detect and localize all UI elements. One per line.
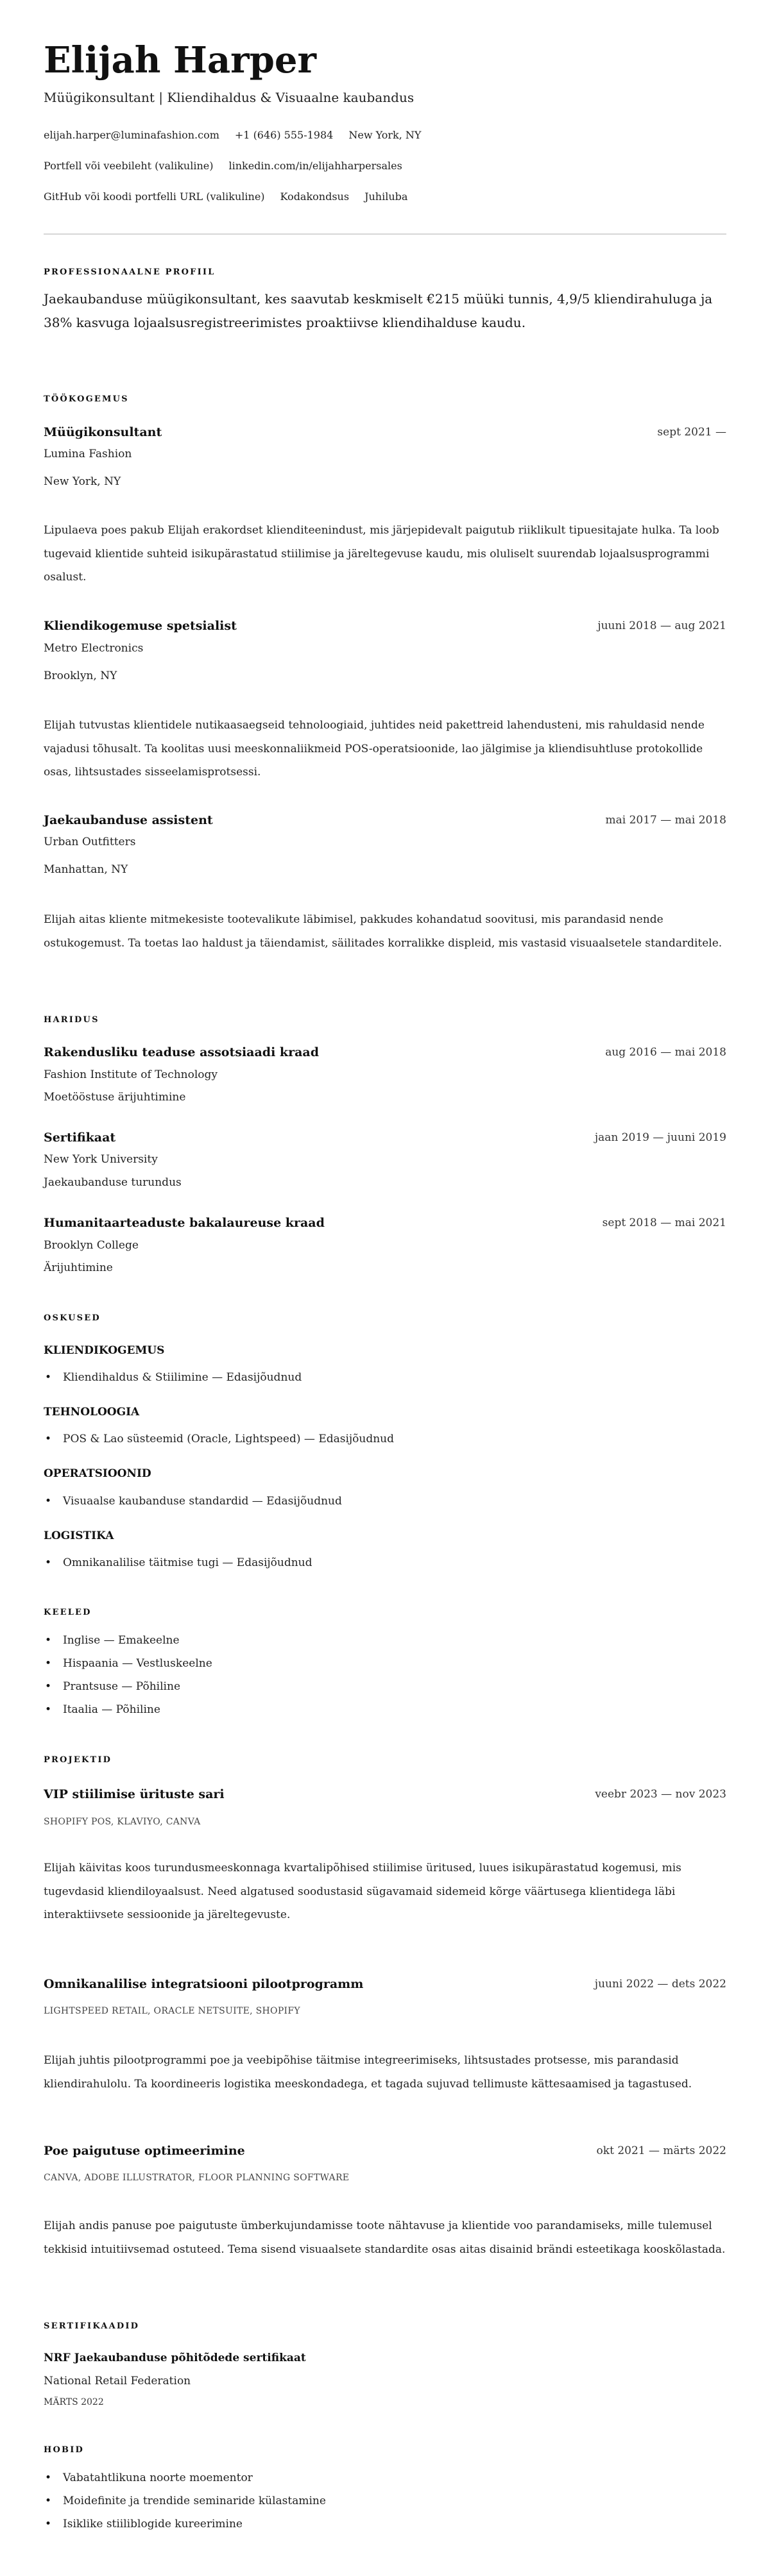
project-date: juuni 2022 — dets 2022 [594,1978,726,1991]
field-of-study: Ärijuhtimine [44,1261,113,1274]
section-title-projects: PROJEKTID [44,1755,112,1765]
job-description: Elijah aitas kliente mitmekesiste tootevalikute läbimisel, pakkudes kohandatud soovitusi, mis parandasid nende ostukogemust. Ta toetas lao haldust ja täiendamist, säilitades korralikke displeid, mis vastasid visuaalsetele standarditele. [44,913,723,950]
institution-name: Brooklyn College [44,1239,139,1252]
skill-item: • Omnikanalilise täitmise tugi — Edasijõudnud [44,1556,312,1569]
institution-name: New York University [44,1153,158,1166]
education-date: jaan 2019 — juuni 2019 [594,1131,726,1144]
language-item: • Inglise — Emakeelne [44,1634,180,1647]
company-name: Metro Electronics [44,642,144,655]
skill-category: LOGISTIKA [44,1529,114,1542]
project-date: okt 2021 — märts 2022 [596,2144,726,2157]
hobby-item: • Vabatahtlikuna noorte moementor [44,2471,253,2484]
section-title-skills: OSKUSED [44,1313,101,1323]
project-tech-stack: CANVA, ADOBE ILLUSTRATOR, FLOOR PLANNING SOFTWARE [44,2173,350,2183]
project-description: Elijah käivitas koos turundusmeeskonnaga kvartalipõhised stiilimise üritused, luues isikupärastatud kogemusi, mis tugevdasid kliendiloyaalsust. Need algatused soodustasid sügavamaid sidemeid kõrge väärtusega klientidega läbi interaktiivsete sessioonide ja järeltegevuste. [44,1862,681,1922]
hobby-item: • Moidefinite ja trendide seminaride külastamine [44,2495,326,2507]
section-title-languages: KEELED [44,1608,92,1617]
certification-issuer: National Retail Federation [44,2375,191,2387]
institution-name: Fashion Institute of Technology [44,1068,218,1081]
job-location: Brooklyn, NY [44,669,117,682]
contact-row-3 [44,190,407,203]
github-link[interactable]: GitHub või koodi portfelli URL (valikuline) [44,190,265,203]
project-tech-stack: LIGHTSPEED RETAIL, ORACLE NETSUITE, SHOPIFY [44,2006,300,2016]
linkedin-link[interactable]: linkedin.com/in/elijahharpersales [228,160,402,172]
job-location: Manhattan, NY [44,863,128,876]
header-divider [44,233,726,235]
skill-item: • Visuaalse kaubanduse standardid — Edasijõudnud [44,1495,342,1508]
section-title-hobbies: HOBID [44,2445,84,2455]
location-text: New York, NY [348,129,422,141]
email-link[interactable]: elijah.harper@luminafashion.com [44,129,219,141]
company-name: Urban Outfitters [44,836,136,848]
project-tech-stack: SHOPIFY POS, KLAVIYO, CANVA [44,1817,201,1827]
drivers-license-text: Juhiluba [364,190,408,203]
contact-row-2 [44,160,402,172]
job-title: Müügikonsultant [44,425,162,439]
candidate-name: Elijah Harper [44,39,316,81]
skill-item: • POS & Lao süsteemid (Oracle, Lightspeed) — Edasijõudnud [44,1433,394,1445]
headline: Müügikonsultant | Kliendihaldus & Visuaalne kaubandus [44,90,415,105]
language-item: • Hispaania — Vestluskeelne [44,1657,212,1670]
project-title: VIP stiilimise ürituste sari [44,1787,225,1801]
hobby-item: • Isiklike stiiliblogide kureerimine [44,2518,243,2530]
project-description: Elijah andis panuse poe paigutuste ümberkujundamisse toote nähtavuse ja klientide voo parandamiseks, mille tulemusel tekkisid intuitiivsemad ostuteed. Tema sisend visuaalsete standardite osas aitas disainid brändi esteetikaga kooskõlastada. [44,2219,726,2256]
certification-date: MÄRTS 2022 [44,2397,104,2407]
section-title-experience: TÖÖKOGEMUS [44,394,129,404]
job-description: Elijah tutvustas klientidele nutikaasaegseid tehnoloogiaid, juhtides neid pakettreid lahendusteni, mis rahuldasid nende vajadusi tõhusalt. Ta koolitas uusi meeskonnaliikmeid POS-operatsioonide, lao jälgimise ja kliendisuhtluse protokollide osas, lihtsustades sisseelamisprotsessi. [44,719,705,779]
degree-title: Sertifikaat [44,1131,116,1145]
job-title: Kliendikogemuse spetsialist [44,619,237,633]
skill-category: KLIENDIKOGEMUS [44,1344,165,1357]
project-date: veebr 2023 — nov 2023 [595,1788,726,1801]
field-of-study: Jaekaubanduse turundus [44,1176,182,1189]
education-date: aug 2016 — mai 2018 [605,1046,726,1059]
contact-row-1 [44,129,421,141]
job-date: sept 2021 — [657,426,726,439]
section-title-profile: PROFESSIONAALNE PROFIIL [44,267,216,277]
section-title-certifications: SERTIFIKAADID [44,2321,140,2331]
profile-text: Jaekaubanduse müügikonsultant, kes saavutab keskmiselt €215 müüki tunnis, 4,9/5 kliendirahuluga ja 38% kasvuga lojaalsusregistreerimistes proaktiivse kliendihalduse kaudu. [44,291,713,330]
job-location: New York, NY [44,475,121,488]
skill-category: TEHNOLOOGIA [44,1406,140,1418]
job-title: Jaekaubanduse assistent [44,813,213,827]
field-of-study: Moetööstuse ärijuhtimine [44,1091,186,1104]
portfolio-link[interactable]: Portfell või veebileht (valikuline) [44,160,214,172]
degree-title: Rakendusliku teaduse assotsiaadi kraad [44,1045,319,1059]
section-title-education: HARIDUS [44,1015,99,1025]
job-date: juuni 2018 — aug 2021 [597,619,726,632]
certification-title: NRF Jaekaubanduse põhitõdede sertifikaat [44,2352,306,2364]
education-date: sept 2018 — mai 2021 [602,1216,726,1229]
language-item: • Prantsuse — Põhiline [44,1680,180,1693]
phone-link[interactable]: +1 (646) 555-1984 [234,129,334,141]
skill-item: • Kliendihaldus & Stiilimine — Edasijõudnud [44,1371,302,1384]
project-description: Elijah juhtis pilootprogrammi poe ja veebipõhise täitmise integreerimiseks, lihtsustades protsesse, mis parandasid kliendirahulolu. Ta koordineeris logistika meeskondadega, et tagada sujuvad tellimuste kättesaamised ja tagastused. [44,2054,692,2091]
job-description: Lipulaeva poes pakub Elijah erakordset klienditeenindust, mis järjepidevalt paigutub riiklikult tipuesitajate hulka. Ta loob tugevaid klientide suhteid isikupärastatud stiilimise ja järeltegevuse kaudu, mis oluliselt suurendab lojaalsusprogrammi osalust. [44,524,719,584]
project-title: Omnikanalilise integratsiooni pilootprogramm [44,1977,364,1991]
job-date: mai 2017 — mai 2018 [605,814,726,827]
project-title: Poe paigutuse optimeerimine [44,2144,245,2158]
company-name: Lumina Fashion [44,448,132,460]
skill-category: OPERATSIOONID [44,1467,151,1480]
citizenship-text: Kodakondsus [280,190,350,203]
degree-title: Humanitaarteaduste bakalaureuse kraad [44,1216,325,1230]
language-item: • Itaalia — Põhiline [44,1703,160,1716]
